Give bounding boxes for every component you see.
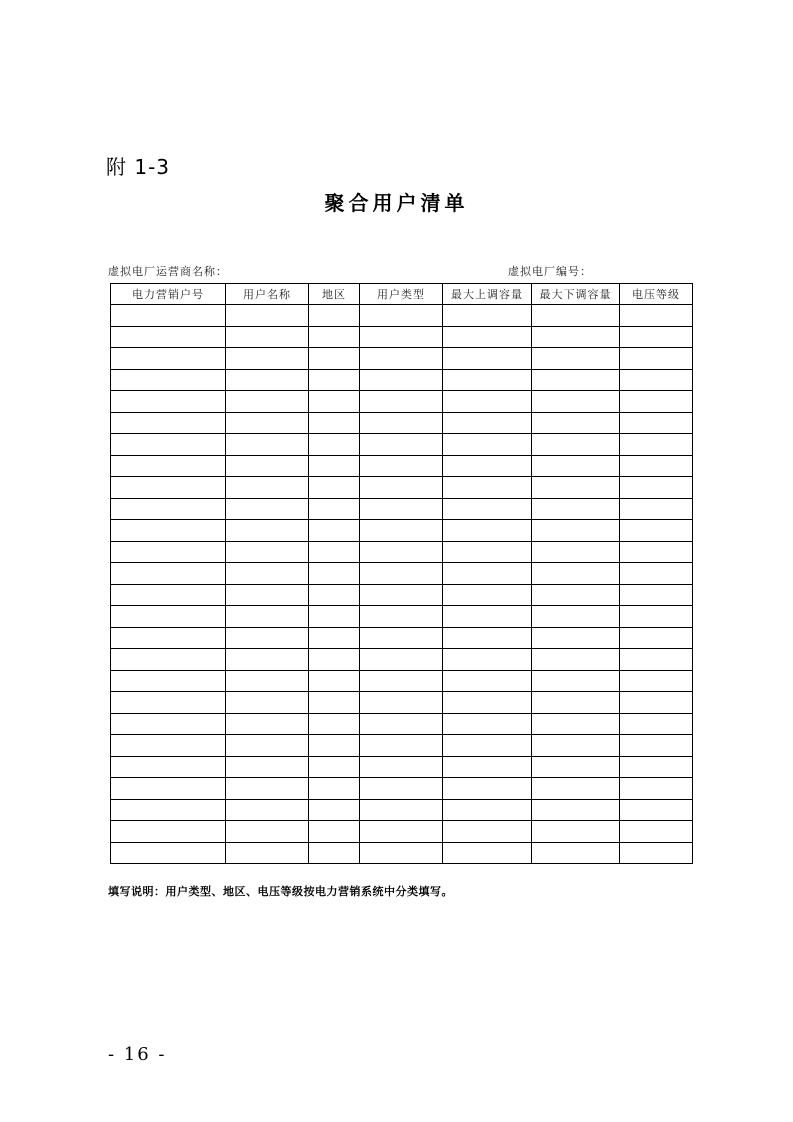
table-cell[interactable] <box>309 305 360 327</box>
table-row <box>111 756 693 778</box>
table-cell[interactable] <box>111 305 226 327</box>
table-cell[interactable] <box>360 713 443 735</box>
table-cell[interactable] <box>443 670 532 692</box>
table-row <box>111 305 693 327</box>
table-cell[interactable] <box>443 541 532 563</box>
table-cell[interactable] <box>360 821 443 843</box>
table-cell[interactable] <box>309 692 360 714</box>
table-cell[interactable] <box>620 778 693 800</box>
table-cell[interactable] <box>620 326 693 348</box>
table-cell[interactable] <box>309 391 360 413</box>
table-cell[interactable] <box>620 498 693 520</box>
table-cell[interactable] <box>111 455 226 477</box>
table-cell[interactable] <box>532 477 620 499</box>
table-cell[interactable] <box>443 692 532 714</box>
table-cell[interactable] <box>309 412 360 434</box>
table-row <box>111 713 693 735</box>
table-cell[interactable] <box>532 434 620 456</box>
table-cell[interactable] <box>443 455 532 477</box>
table-row <box>111 778 693 800</box>
table-cell[interactable] <box>226 412 309 434</box>
table-cell[interactable] <box>532 670 620 692</box>
table-row <box>111 391 693 413</box>
table-cell[interactable] <box>443 606 532 628</box>
table-cell[interactable] <box>360 670 443 692</box>
table-cell[interactable] <box>443 563 532 585</box>
table-cell[interactable] <box>309 670 360 692</box>
table-cell[interactable] <box>226 305 309 327</box>
table-cell[interactable] <box>532 391 620 413</box>
table-cell[interactable] <box>532 821 620 843</box>
table-cell[interactable] <box>309 778 360 800</box>
table-cell[interactable] <box>360 412 443 434</box>
table-row <box>111 477 693 499</box>
table-row <box>111 369 693 391</box>
table-cell[interactable] <box>226 391 309 413</box>
table-cell[interactable] <box>226 692 309 714</box>
table-cell[interactable] <box>309 756 360 778</box>
table-row <box>111 541 693 563</box>
table-row <box>111 627 693 649</box>
table-row <box>111 348 693 370</box>
table-cell[interactable] <box>620 412 693 434</box>
table-cell[interactable] <box>309 799 360 821</box>
table-header-row <box>111 284 693 305</box>
table-cell[interactable] <box>226 735 309 757</box>
table-cell[interactable] <box>532 799 620 821</box>
table-cell[interactable] <box>309 348 360 370</box>
table-cell[interactable] <box>309 563 360 585</box>
table-cell[interactable] <box>309 369 360 391</box>
table-cell[interactable] <box>111 391 226 413</box>
table-cell[interactable] <box>532 606 620 628</box>
table-cell[interactable] <box>532 520 620 542</box>
table-cell[interactable] <box>360 348 443 370</box>
table-cell[interactable] <box>111 520 226 542</box>
table-cell[interactable] <box>443 842 532 864</box>
table-cell[interactable] <box>443 412 532 434</box>
table-cell[interactable] <box>620 606 693 628</box>
table-cell[interactable] <box>443 369 532 391</box>
header-region: 地区 <box>309 284 360 305</box>
table-row <box>111 821 693 843</box>
table-cell[interactable] <box>532 584 620 606</box>
table-cell[interactable] <box>226 713 309 735</box>
table-cell[interactable] <box>309 821 360 843</box>
table-cell[interactable] <box>443 434 532 456</box>
table-cell[interactable] <box>443 520 532 542</box>
table-row <box>111 434 693 456</box>
table-cell[interactable] <box>226 477 309 499</box>
table-cell[interactable] <box>226 649 309 671</box>
table-cell[interactable] <box>532 455 620 477</box>
table-cell[interactable] <box>309 434 360 456</box>
table-cell[interactable] <box>360 756 443 778</box>
table-cell[interactable] <box>360 434 443 456</box>
table-cell[interactable] <box>443 649 532 671</box>
table-cell[interactable] <box>226 563 309 585</box>
table-cell[interactable] <box>226 455 309 477</box>
table-cell[interactable] <box>620 477 693 499</box>
table-cell[interactable] <box>360 498 443 520</box>
header-user-name: 用户名称 <box>226 284 309 305</box>
table-cell[interactable] <box>620 563 693 585</box>
table-cell[interactable] <box>443 348 532 370</box>
table-cell[interactable] <box>309 584 360 606</box>
table-cell[interactable] <box>111 713 226 735</box>
table-row <box>111 735 693 757</box>
table-cell[interactable] <box>532 412 620 434</box>
table-cell[interactable] <box>309 498 360 520</box>
table-cell[interactable] <box>532 326 620 348</box>
table-body <box>111 305 693 864</box>
table-cell[interactable] <box>532 842 620 864</box>
table-cell[interactable] <box>532 563 620 585</box>
table-row <box>111 692 693 714</box>
header-user-type: 用户类型 <box>360 284 443 305</box>
table-row <box>111 842 693 864</box>
table-cell[interactable] <box>226 821 309 843</box>
header-max-up-capacity: 最大上调容量 <box>443 284 532 305</box>
header-marketing-account-no: 电力营销户号 <box>111 284 226 305</box>
operator-name-label: 虚拟电厂运营商名称： <box>108 265 228 278</box>
table-cell[interactable] <box>620 520 693 542</box>
table-cell[interactable] <box>226 326 309 348</box>
table-cell[interactable] <box>309 713 360 735</box>
table-cell[interactable] <box>226 498 309 520</box>
table-cell[interactable] <box>620 391 693 413</box>
table-row <box>111 520 693 542</box>
plant-id-label: 虚拟电厂编号： <box>508 265 592 278</box>
table-cell[interactable] <box>226 799 309 821</box>
table-cell[interactable] <box>360 627 443 649</box>
table-cell[interactable] <box>532 627 620 649</box>
table-cell[interactable] <box>620 541 693 563</box>
table-cell[interactable] <box>360 606 443 628</box>
table-cell[interactable] <box>309 541 360 563</box>
document-title: 聚合用户清单 <box>324 191 469 215</box>
table-cell[interactable] <box>620 649 693 671</box>
table-row <box>111 563 693 585</box>
table-row <box>111 584 693 606</box>
table-cell[interactable] <box>309 520 360 542</box>
table-cell[interactable] <box>532 541 620 563</box>
table-cell[interactable] <box>620 305 693 327</box>
table-cell[interactable] <box>111 348 226 370</box>
table-cell[interactable] <box>111 369 226 391</box>
table-cell[interactable] <box>111 606 226 628</box>
table-cell[interactable] <box>226 627 309 649</box>
table-cell[interactable] <box>443 584 532 606</box>
table-cell[interactable] <box>620 434 693 456</box>
table-cell[interactable] <box>443 477 532 499</box>
table-cell[interactable] <box>111 670 226 692</box>
table-row <box>111 670 693 692</box>
table-cell[interactable] <box>620 584 693 606</box>
table-cell[interactable] <box>309 477 360 499</box>
table-cell[interactable] <box>443 799 532 821</box>
table-cell[interactable] <box>360 649 443 671</box>
table-cell[interactable] <box>111 563 226 585</box>
table-cell[interactable] <box>360 778 443 800</box>
table-cell[interactable] <box>620 756 693 778</box>
table-cell[interactable] <box>443 391 532 413</box>
table-cell[interactable] <box>443 756 532 778</box>
table-row <box>111 606 693 628</box>
table-cell[interactable] <box>226 434 309 456</box>
table-cell[interactable] <box>111 842 226 864</box>
table-cell[interactable] <box>443 627 532 649</box>
page-number: - 16 - <box>108 1044 167 1065</box>
table-cell[interactable] <box>226 778 309 800</box>
table-cell[interactable] <box>360 326 443 348</box>
table-cell[interactable] <box>360 692 443 714</box>
table-cell[interactable] <box>620 821 693 843</box>
table-cell[interactable] <box>532 649 620 671</box>
table-cell[interactable] <box>360 520 443 542</box>
table-cell[interactable] <box>360 455 443 477</box>
table-cell[interactable] <box>360 584 443 606</box>
table-row <box>111 649 693 671</box>
table-cell[interactable] <box>360 477 443 499</box>
table-cell[interactable] <box>443 305 532 327</box>
table-cell[interactable] <box>532 348 620 370</box>
table-cell[interactable] <box>111 649 226 671</box>
table-row <box>111 455 693 477</box>
table-cell[interactable] <box>111 692 226 714</box>
table-row <box>111 799 693 821</box>
table-cell[interactable] <box>360 842 443 864</box>
table-cell[interactable] <box>620 369 693 391</box>
table-cell[interactable] <box>620 348 693 370</box>
table-row <box>111 412 693 434</box>
table-cell[interactable] <box>111 821 226 843</box>
table-row <box>111 498 693 520</box>
table-cell[interactable] <box>443 778 532 800</box>
table-cell[interactable] <box>532 498 620 520</box>
table-cell[interactable] <box>360 391 443 413</box>
table-cell[interactable] <box>226 756 309 778</box>
table-cell[interactable] <box>620 842 693 864</box>
aggregated-user-table <box>110 283 693 864</box>
table-cell[interactable] <box>532 305 620 327</box>
fill-instructions: 填写说明：用户类型、地区、电压等级按电力营销系统中分类填写。 <box>108 885 453 898</box>
table-cell[interactable] <box>620 713 693 735</box>
table-cell[interactable] <box>111 584 226 606</box>
table-cell[interactable] <box>620 455 693 477</box>
table-cell[interactable] <box>620 670 693 692</box>
table-cell[interactable] <box>226 348 309 370</box>
table-cell[interactable] <box>532 692 620 714</box>
table-cell[interactable] <box>309 627 360 649</box>
table-cell[interactable] <box>360 305 443 327</box>
table-cell[interactable] <box>111 541 226 563</box>
table-row <box>111 326 693 348</box>
table-cell[interactable] <box>309 735 360 757</box>
table-cell[interactable] <box>226 842 309 864</box>
table-cell[interactable] <box>111 498 226 520</box>
table-cell[interactable] <box>360 799 443 821</box>
table-cell[interactable] <box>620 627 693 649</box>
table-cell[interactable] <box>111 735 226 757</box>
table-cell[interactable] <box>620 735 693 757</box>
table-cell[interactable] <box>360 563 443 585</box>
table-cell[interactable] <box>111 326 226 348</box>
table-cell[interactable] <box>111 627 226 649</box>
table-cell[interactable] <box>111 477 226 499</box>
table-cell[interactable] <box>111 412 226 434</box>
table-cell[interactable] <box>111 778 226 800</box>
table-cell[interactable] <box>532 756 620 778</box>
header-max-down-capacity: 最大下调容量 <box>532 284 620 305</box>
table-cell[interactable] <box>309 649 360 671</box>
table-cell[interactable] <box>309 842 360 864</box>
table-cell[interactable] <box>532 369 620 391</box>
table-cell[interactable] <box>226 369 309 391</box>
table-cell[interactable] <box>532 735 620 757</box>
table-cell[interactable] <box>111 434 226 456</box>
table-cell[interactable] <box>532 713 620 735</box>
table-cell[interactable] <box>226 670 309 692</box>
table-cell[interactable] <box>443 326 532 348</box>
table-cell[interactable] <box>226 606 309 628</box>
header-voltage-level: 电压等级 <box>620 284 693 305</box>
table-cell[interactable] <box>226 584 309 606</box>
appendix-label: 附 1-3 <box>106 155 171 179</box>
table-cell[interactable] <box>226 520 309 542</box>
table-cell[interactable] <box>443 735 532 757</box>
table-cell[interactable] <box>360 541 443 563</box>
table-cell[interactable] <box>360 735 443 757</box>
table-cell[interactable] <box>309 326 360 348</box>
table-cell[interactable] <box>532 778 620 800</box>
table-cell[interactable] <box>309 455 360 477</box>
table-cell[interactable] <box>111 756 226 778</box>
table-cell[interactable] <box>309 606 360 628</box>
table-cell[interactable] <box>620 799 693 821</box>
table-cell[interactable] <box>443 713 532 735</box>
table-cell[interactable] <box>111 799 226 821</box>
table-cell[interactable] <box>443 498 532 520</box>
table-cell[interactable] <box>620 692 693 714</box>
table-cell[interactable] <box>360 369 443 391</box>
table-cell[interactable] <box>443 821 532 843</box>
table-cell[interactable] <box>226 541 309 563</box>
